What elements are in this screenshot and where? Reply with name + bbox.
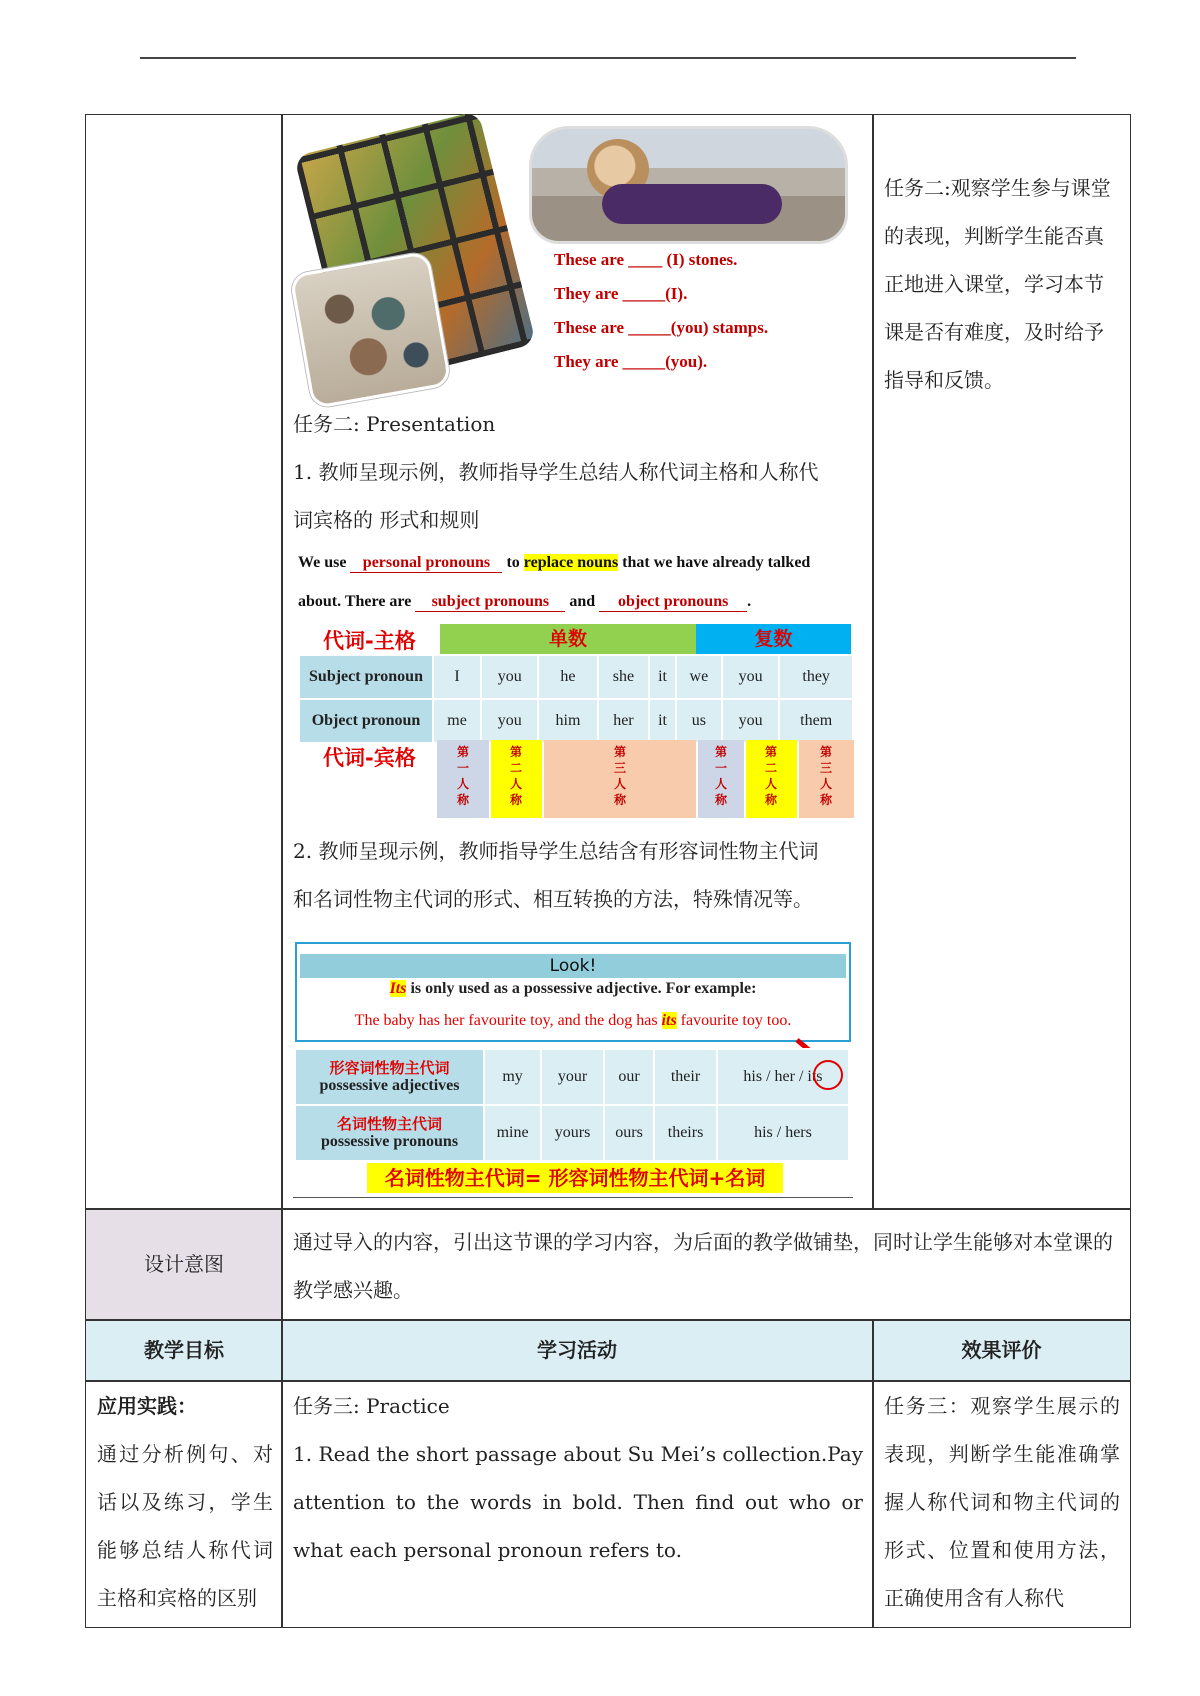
singular-band: 单数 bbox=[440, 624, 696, 654]
pronoun-table bbox=[298, 654, 854, 744]
sentence-1: These are ____ (I) stones. bbox=[554, 250, 738, 269]
sentence-4: They are _____(you). bbox=[554, 352, 708, 371]
subject-cell: she bbox=[598, 655, 650, 699]
sentence-3: These are _____(you) stamps. bbox=[554, 318, 769, 337]
header-rule bbox=[140, 57, 1076, 59]
pron-cell: theirs bbox=[654, 1105, 717, 1161]
task2-point1-line1: 1. 教师呈现示例，教师指导学生总结人称代词主格和人称代 bbox=[293, 460, 819, 484]
adj-cell: their bbox=[654, 1049, 717, 1105]
task2-point1-line2: 词宾格的 形式和规则 bbox=[293, 508, 480, 532]
eval-task2: 任务二:观察学生参与课堂的表现，判断学生能否真正地进入课堂，学习本节课是否有难度，及时给予指导和反馈。 bbox=[884, 176, 1111, 392]
pron-cell: ours bbox=[604, 1105, 654, 1161]
adj-cell: our bbox=[604, 1049, 654, 1105]
sentence-2: They are _____(I). bbox=[554, 284, 688, 303]
possessive-table bbox=[294, 1048, 850, 1162]
its-circle bbox=[813, 1060, 843, 1090]
object-cell: me bbox=[433, 699, 481, 743]
person-label-4: 第一人称 bbox=[714, 745, 727, 807]
look-line2: The baby has her favourite toy, and the dog has its favourite toy too. bbox=[354, 1012, 792, 1029]
row-divider-1 bbox=[85, 1208, 1131, 1210]
pron-cell: mine bbox=[484, 1105, 541, 1161]
rule-sentence-line1: We use personal pronouns to replace nouns that we have already talked bbox=[298, 554, 811, 571]
person-label-1: 第一人称 bbox=[456, 745, 469, 807]
person-label-6: 第三人称 bbox=[819, 745, 832, 807]
object-cell: you bbox=[722, 699, 779, 743]
object-row bbox=[299, 699, 853, 743]
pron-cell: yours bbox=[541, 1105, 604, 1161]
task2-title: 任务二: Presentation bbox=[293, 412, 496, 436]
subject-cell: you bbox=[481, 655, 538, 699]
subject-cell: we bbox=[676, 655, 722, 699]
plural-band: 复数 bbox=[696, 624, 851, 654]
object-head: Object pronoun bbox=[299, 699, 433, 743]
possessive-adj-head: 形容词性物主代词 possessive adjectives bbox=[295, 1049, 484, 1105]
object-cell: them bbox=[779, 699, 853, 743]
formula-banner: 名词性物主代词= 形容词性物主代词+名词 bbox=[367, 1163, 783, 1193]
subject-cell: they bbox=[779, 655, 853, 699]
adj-cell: my bbox=[484, 1049, 541, 1105]
practice-goal-text: 通过分析例句、对话以及练习，学生能够总结人称代词主格和宾格的区别 bbox=[97, 1442, 273, 1610]
practice-goal-title: 应用实践： bbox=[97, 1394, 197, 1418]
design-label: 设计意图 bbox=[144, 1252, 224, 1276]
row-divider-2 bbox=[85, 1319, 1131, 1321]
header-goal: 教学目标 bbox=[144, 1338, 224, 1362]
subject-cell: it bbox=[649, 655, 675, 699]
person-label-5: 第二人称 bbox=[764, 745, 777, 807]
subject-cell: you bbox=[722, 655, 779, 699]
rule-sentence-line2: about. There are subject pronouns and object pronouns . bbox=[298, 593, 752, 610]
object-cell: her bbox=[598, 699, 650, 743]
pron-cell: his / hers bbox=[717, 1105, 849, 1161]
photo-stones bbox=[289, 251, 451, 409]
look-title: Look! bbox=[300, 954, 846, 978]
practice-task-text: 1. Read the short passage about Su Mei’s collection.Pay attention to the words in bold. Then find out who or what each personal pronoun refers to. bbox=[293, 1442, 863, 1562]
header-eval: 效果评价 bbox=[961, 1338, 1042, 1362]
formula-underline bbox=[293, 1197, 853, 1198]
object-cell: us bbox=[676, 699, 722, 743]
object-cell: it bbox=[649, 699, 675, 743]
possessive-adj-row bbox=[295, 1049, 849, 1105]
col-divider-1 bbox=[281, 114, 283, 1628]
adj-cell: your bbox=[541, 1049, 604, 1105]
label-subject: 代词-主格 bbox=[323, 629, 416, 653]
subject-head: Subject pronoun bbox=[299, 655, 433, 699]
subject-cell: I bbox=[433, 655, 481, 699]
look-line1: Its is only used as a possessive adjective. For example: bbox=[389, 980, 757, 997]
task2-point2-line2: 和名词性物主代词的形式、相互转换的方法，特殊情况等。 bbox=[293, 887, 813, 911]
person-label-3: 第三人称 bbox=[613, 745, 626, 807]
possessive-pron-row bbox=[295, 1105, 849, 1161]
person-label-2: 第二人称 bbox=[509, 745, 522, 807]
object-cell: you bbox=[481, 699, 538, 743]
adj-cell: his / her / its bbox=[717, 1049, 849, 1105]
subject-row bbox=[299, 655, 853, 699]
task2-point2-line1: 2. 教师呈现示例，教师指导学生总结含有形容词性物主代词 bbox=[293, 839, 819, 863]
practice-eval-text: 任务三：观察学生展示的表现，判断学生能准确掌握人称代词和物主代词的形式、位置和使用方法，正确使用含有人称代 bbox=[884, 1394, 1120, 1610]
photo-girl-on-beach bbox=[529, 126, 848, 244]
label-object: 代词-宾格 bbox=[323, 746, 416, 770]
possessive-pron-head: 名词性物主代词 possessive pronouns bbox=[295, 1105, 484, 1161]
look-box bbox=[295, 942, 851, 1042]
design-text: 通过导入的内容，引出这节课的学习内容，为后面的教学做铺垫，同时让学生能够对本堂课的教学感兴趣。 bbox=[293, 1230, 1113, 1302]
header-activity: 学习活动 bbox=[537, 1338, 617, 1362]
object-cell: him bbox=[538, 699, 597, 743]
col-divider-2 bbox=[872, 114, 874, 1209]
practice-task-title: 任务三: Practice bbox=[293, 1394, 450, 1418]
subject-cell: he bbox=[538, 655, 597, 699]
